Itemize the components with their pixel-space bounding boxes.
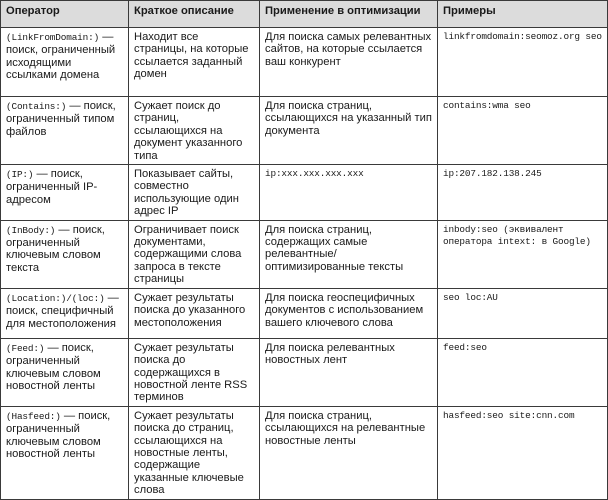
description-cell: Сужает поиск до страниц, ссылающихся на документ указанного типа	[129, 97, 260, 165]
example-cell: feed:seo	[438, 338, 608, 406]
table-row	[1, 28, 608, 97]
example-cell: linkfromdomain:seomoz.org seo	[438, 28, 608, 97]
table-row	[1, 338, 608, 406]
operator-code: (LinkFromDomain:)	[6, 32, 100, 43]
example-cell: hasfeed:seo site:cnn.com	[438, 406, 608, 499]
operator-text: — поиск, ограниченный ключевым словом текста	[6, 223, 105, 274]
description-cell: Ограничивает поиск документами, содержащими слова запроса в тексте страницы	[129, 220, 260, 288]
description-cell: Показывает сайты, совместно использующие один адрес IP	[129, 165, 260, 221]
operator-cell	[1, 28, 129, 97]
header-operator: Оператор	[1, 1, 129, 28]
operator-cell	[1, 338, 129, 406]
operator-text: — поиск, специфичный для местоположения	[6, 291, 119, 330]
table-row	[1, 288, 608, 338]
operator-cell	[1, 406, 129, 499]
header-examples: Примеры	[438, 1, 608, 28]
usage-cell: Для поиска страниц, ссылающихся на релевантные новостные ленты	[260, 406, 438, 499]
table-row	[1, 97, 608, 165]
description-cell: Сужает результаты поиска до страниц, ссылающихся на новостные ленты, содержащие указанные ключевые слова	[129, 406, 260, 499]
usage-cell: Для поиска самых релевантных сайтов, на которые ссылается ваш конкурент	[260, 28, 438, 97]
usage-cell: Для поиска страниц, ссылающихся на указанный тип документа	[260, 97, 438, 165]
operator-code: (Location:)/(loc:)	[6, 292, 105, 304]
description-cell: Находит все страницы, на которые ссылается заданный домен	[129, 28, 260, 97]
table-header-row	[1, 1, 608, 28]
operator-cell	[1, 288, 129, 338]
operator-text: — поиск, ограниченный IP-адресом	[6, 168, 98, 206]
operator-code: (InBody:)	[6, 224, 56, 236]
description-cell: Сужает результаты поиска до указанного местоположения	[129, 288, 260, 338]
example-cell: inbody:seo (эквивалент оператора intext: в Google)	[438, 220, 608, 288]
usage-cell: Для поиска геоспецифичных документов с использованием вашего ключевого слова	[260, 288, 438, 338]
operator-code: (Contains:)	[6, 101, 67, 112]
operator-text: — поиск, ограниченный типом файлов	[6, 100, 116, 138]
operator-code: (Feed:)	[6, 342, 45, 354]
description-cell: Сужает результаты поиска до содержащихся в новостной ленте RSS терминов	[129, 338, 260, 406]
header-usage: Применение в оптимизации	[260, 1, 438, 28]
operator-code: (Hasfeed:)	[6, 410, 61, 422]
operator-text: — поиск, ограниченный ключевым словом новостной ленты	[6, 341, 101, 392]
usage-cell: Для поиска страниц, содержащих самые релевантные/оптимизированные тексты	[260, 220, 438, 288]
operator-code: (IP:)	[6, 169, 34, 181]
example-cell: seo loc:AU	[438, 288, 608, 338]
usage-cell: Для поиска релевантных новостных лент	[260, 338, 438, 406]
table-row	[1, 165, 608, 221]
example-cell: ip:207.182.138.245	[438, 165, 608, 221]
operator-cell	[1, 220, 129, 288]
operator-cell	[1, 97, 129, 165]
operator-text: — поиск, ограниченный ключевым словом новостной ленты	[6, 409, 111, 460]
table-row	[1, 406, 608, 499]
table-row	[1, 220, 608, 288]
usage-cell: ip:xxx.xxx.xxx.xxx	[260, 165, 438, 221]
example-cell: contains:wma seo	[438, 97, 608, 165]
operator-cell	[1, 165, 129, 221]
header-description: Краткое описание	[129, 1, 260, 28]
operator-text: — поиск, ограниченный исходящими ссылками домена	[6, 31, 116, 82]
